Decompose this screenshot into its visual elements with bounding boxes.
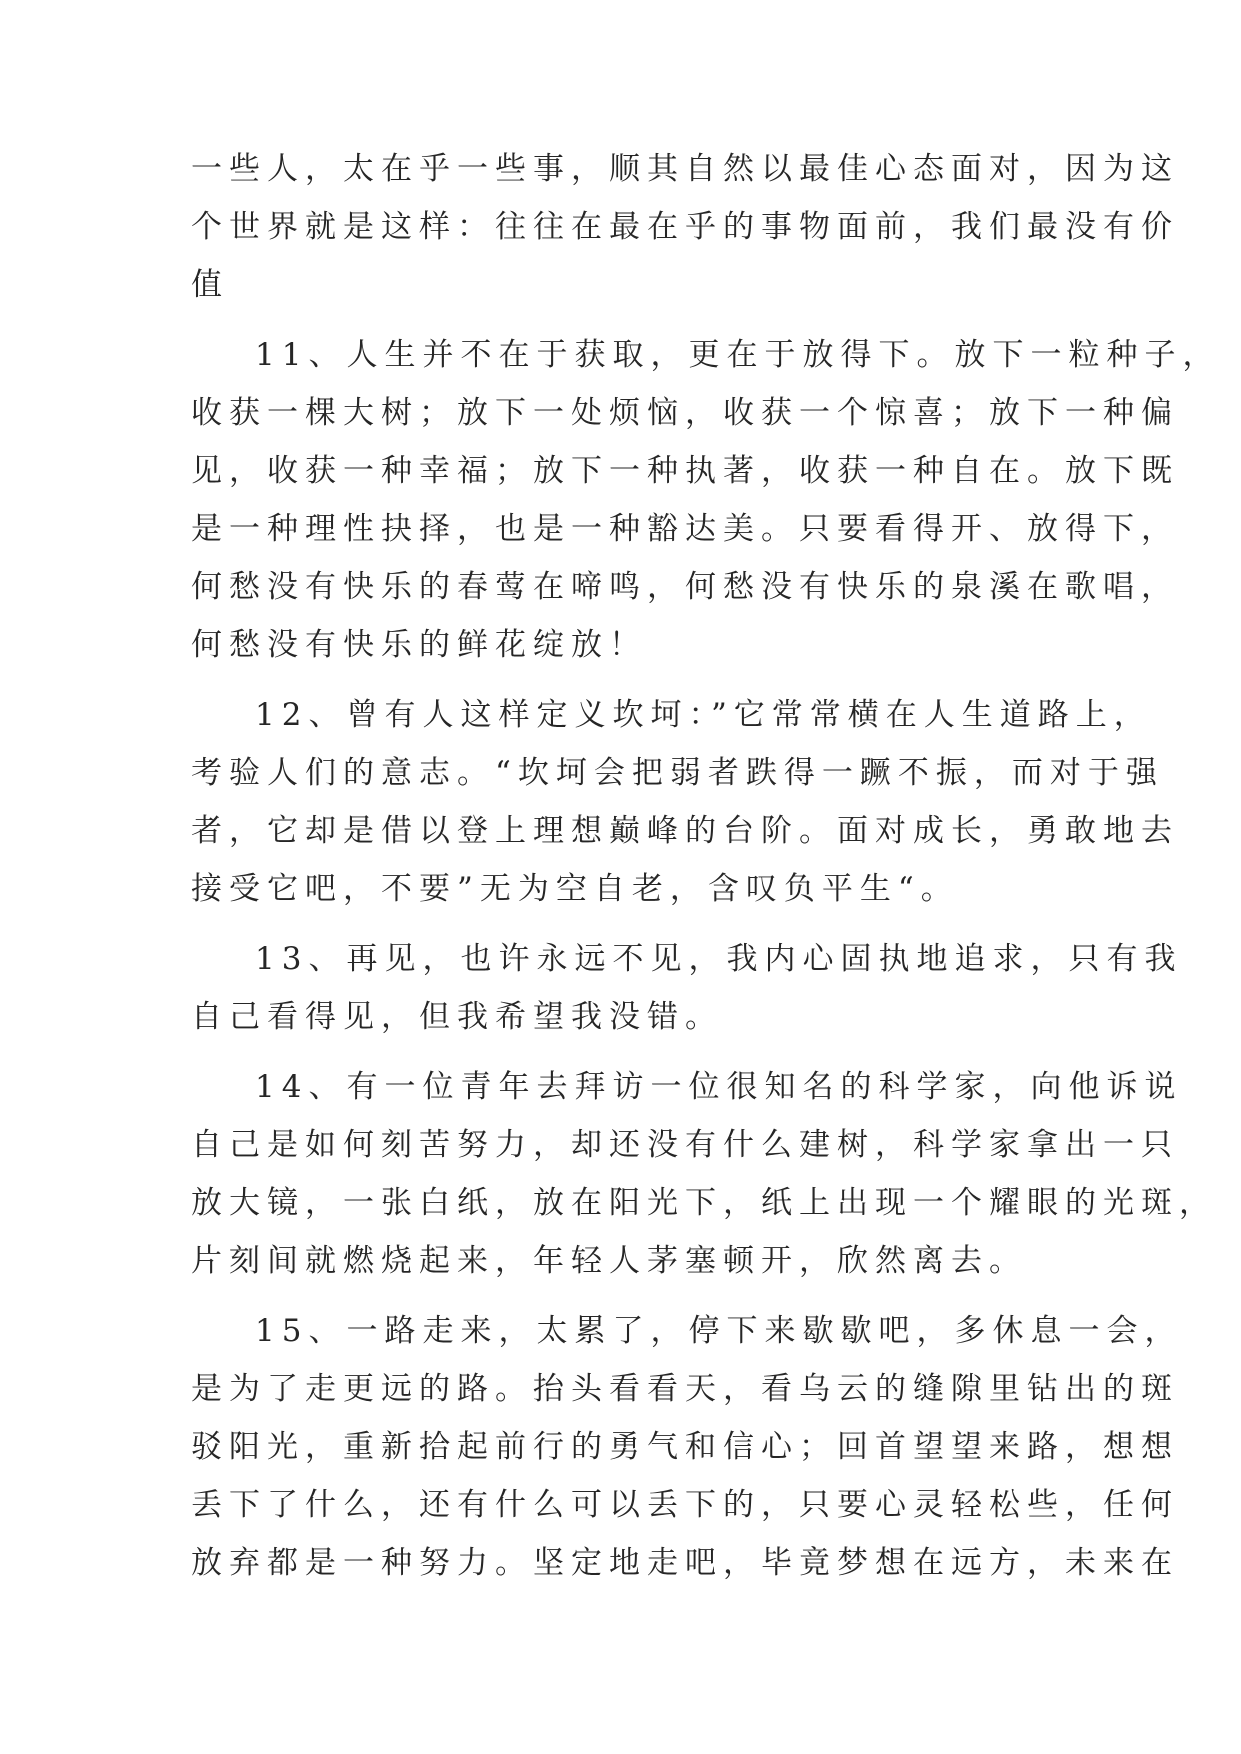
paragraph-continued [191, 140, 1179, 314]
text-line: 个世界就是这样：往往在最在乎的事物面前，我们最没有价 [191, 209, 1179, 245]
text-line: 11、人生并不在于获取，更在于放得下。放下一粒种子， [255, 337, 1221, 373]
text-line: 见，收获一种幸福；放下一种执著，收获一种自在。放下既 [191, 453, 1179, 489]
text-line: 者，它却是借以登上理想巅峰的台阶。面对成长，勇敢地去 [191, 813, 1179, 849]
text-line: 值 [191, 267, 229, 303]
text-line: 放弃都是一种努力。坚定地走吧，毕竟梦想在远方，未来在 [191, 1545, 1179, 1581]
text-line: 是为了走更远的路。抬头看看天，看乌云的缝隙里钻出的斑 [191, 1371, 1179, 1407]
text-line: 14、有一位青年去拜访一位很知名的科学家，向他诉说 [255, 1069, 1183, 1105]
text-line: 一些人，太在乎一些事，顺其自然以最佳心态面对，因为这 [191, 151, 1179, 187]
text-line: 接受它吧，不要”无为空自老，含叹负平生“。 [191, 871, 959, 907]
text-line: 放大镜，一张白纸，放在阳光下，纸上出现一个耀眼的光斑， [191, 1185, 1217, 1221]
paragraph-11 [191, 326, 1221, 674]
text-line: 15、一路走来，太累了，停下来歇歇吧，多休息一会， [255, 1313, 1183, 1349]
text-line: 驳阳光，重新拾起前行的勇气和信心；回首望望来路，想想 [191, 1429, 1179, 1465]
text-line: 收获一棵大树；放下一处烦恼，收获一个惊喜；放下一种偏 [191, 395, 1179, 431]
paragraph-12 [191, 686, 1179, 918]
text-line: 考验人们的意志。“坎坷会把弱者跌得一蹶不振，而对于强 [191, 755, 1164, 791]
text-line: 片刻间就燃烧起来，年轻人茅塞顿开，欣然离去。 [191, 1243, 1027, 1279]
paragraph-14 [191, 1058, 1217, 1290]
text-line: 自己看得见，但我希望我没错。 [191, 999, 723, 1035]
text-line: 何愁没有快乐的鲜花绽放！ [191, 627, 647, 663]
text-line: 丢下了什么，还有什么可以丢下的，只要心灵轻松些，任何 [191, 1487, 1179, 1523]
text-line: 是一种理性抉择，也是一种豁达美。只要看得开、放得下， [191, 511, 1179, 547]
body-text [191, 140, 1221, 1592]
paragraph-13 [191, 930, 1183, 1046]
text-line: 何愁没有快乐的春莺在啼鸣，何愁没有快乐的泉溪在歌唱， [191, 569, 1179, 605]
paragraph-15 [191, 1302, 1183, 1592]
text-line: 自己是如何刻苦努力，却还没有什么建树，科学家拿出一只 [191, 1127, 1179, 1163]
text-line: 13、再见，也许永远不见，我内心固执地追求，只有我 [255, 941, 1183, 977]
text-line: 12、曾有人这样定义坎坷：”它常常横在人生道路上， [255, 697, 1152, 733]
